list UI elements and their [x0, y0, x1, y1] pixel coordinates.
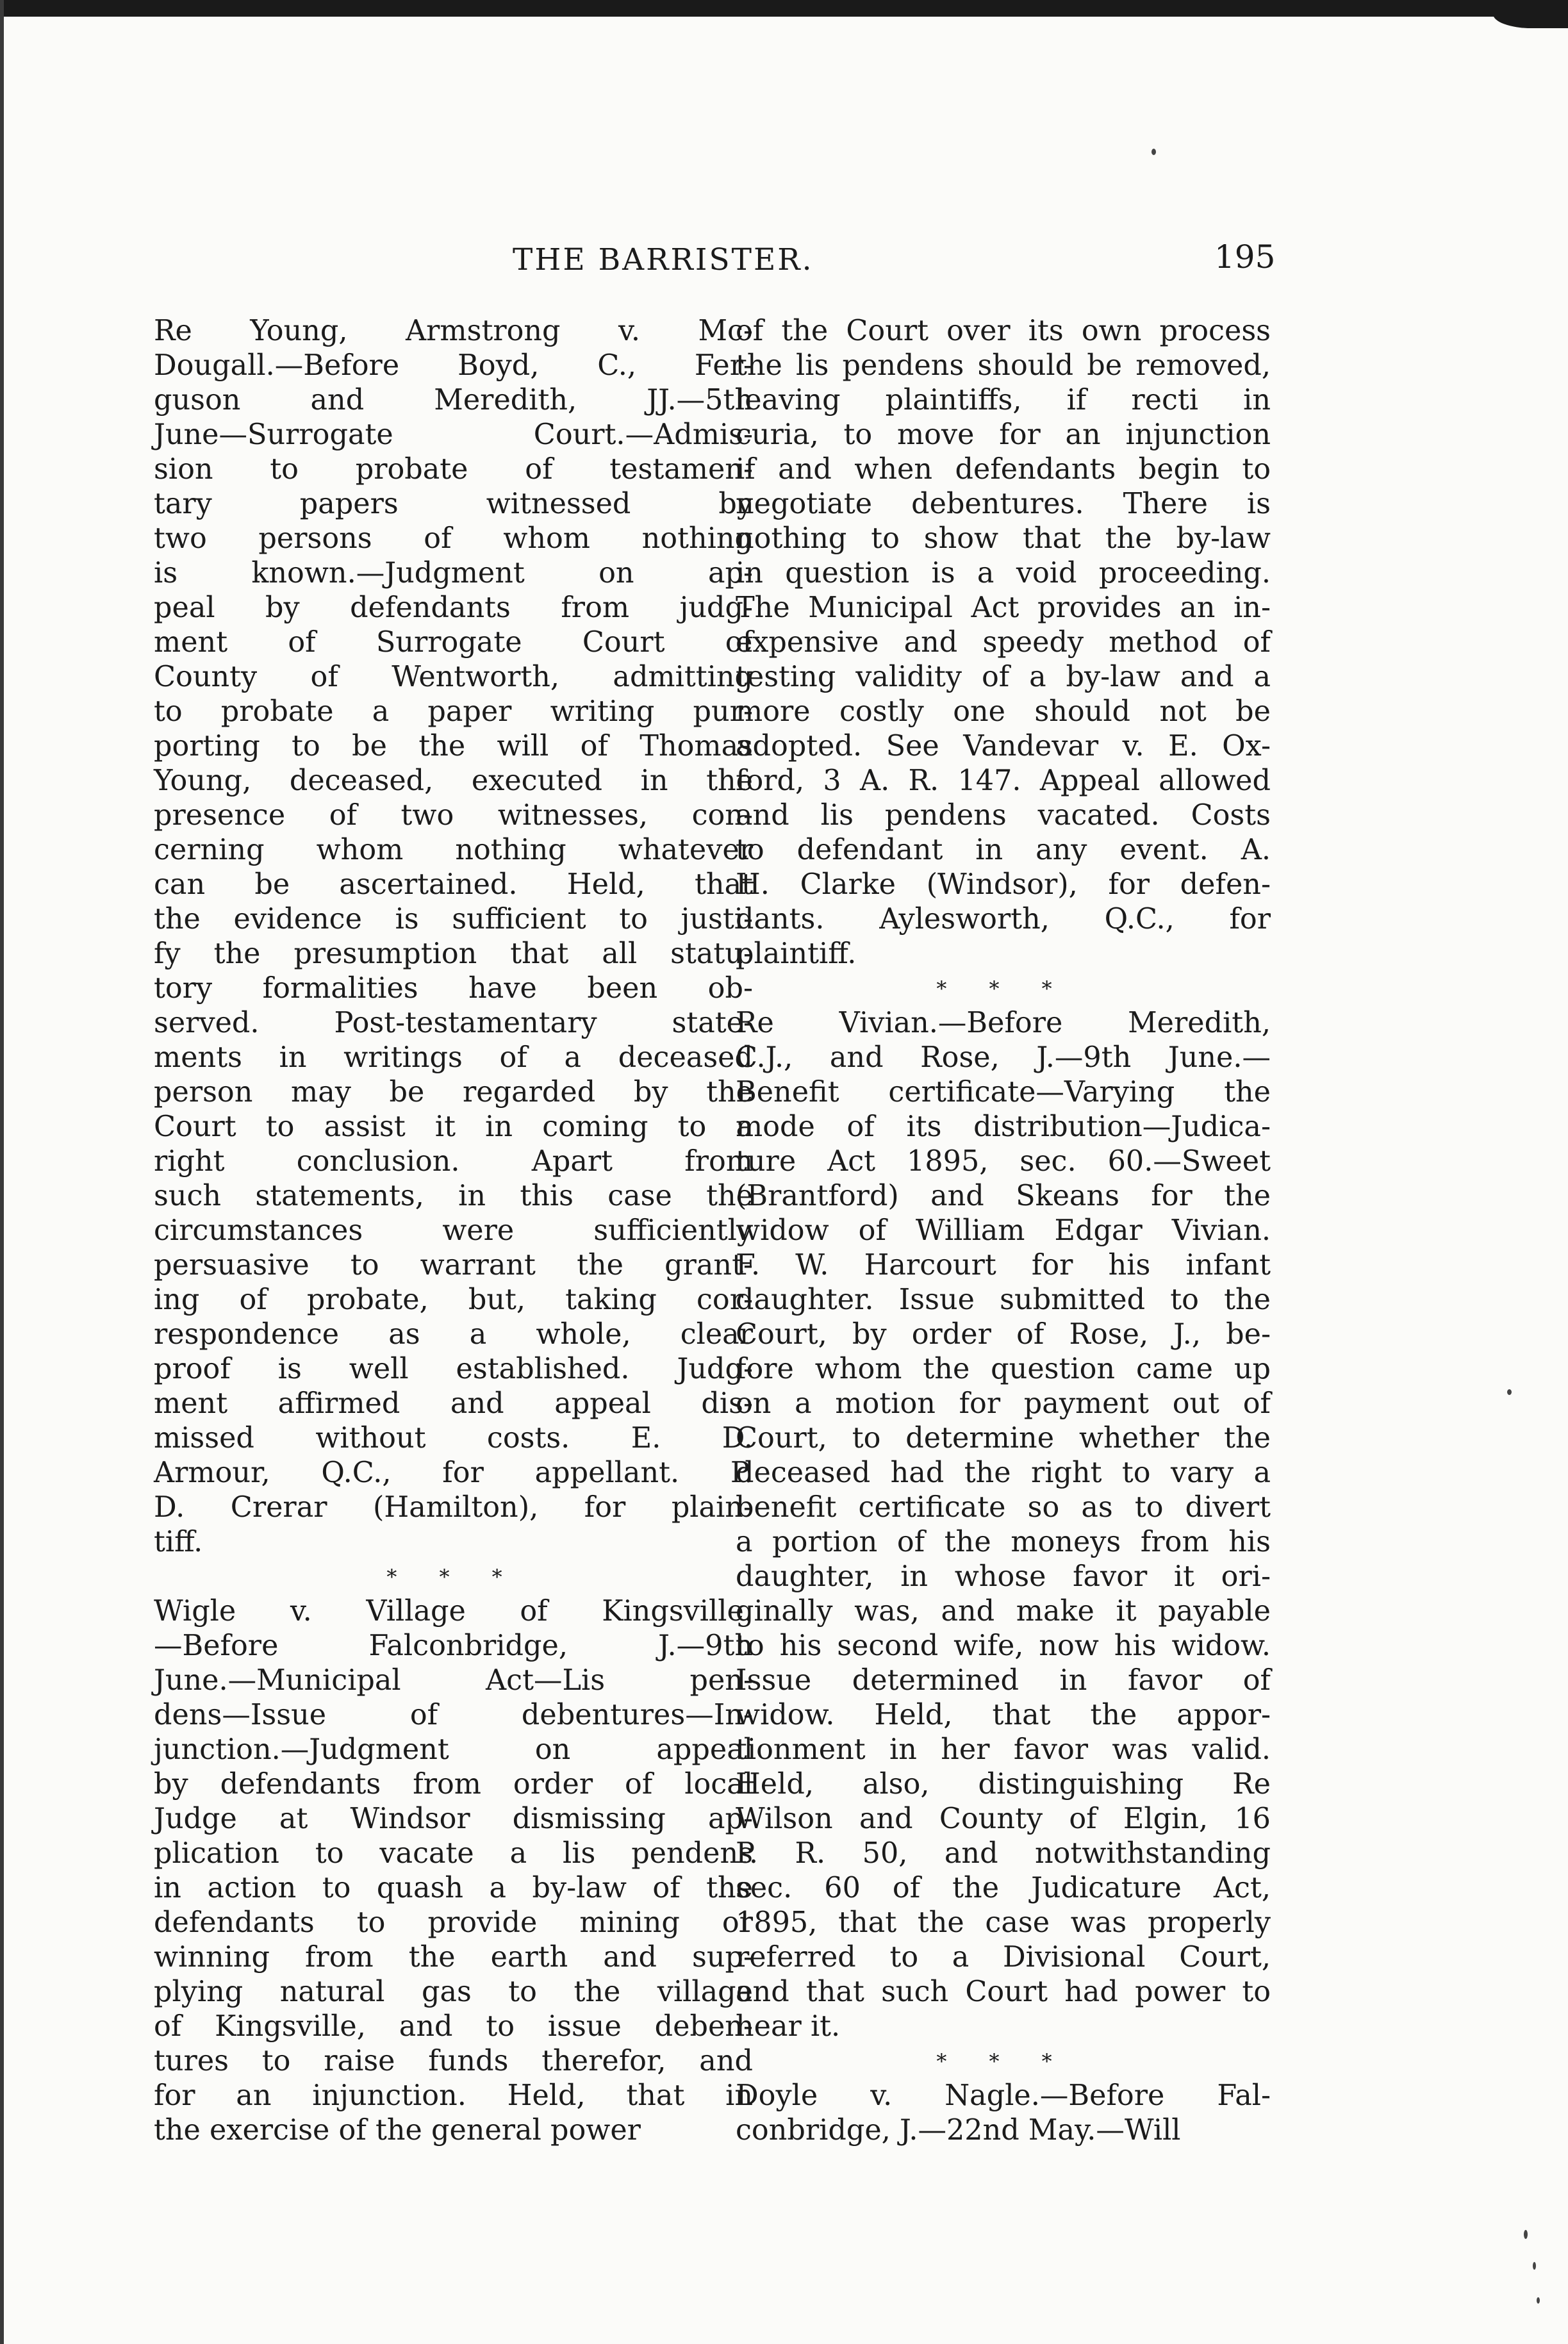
- text-line: is known.—Judgment on ap-: [154, 557, 753, 590]
- text-line: peal by defendants from judg-: [154, 591, 753, 624]
- text-line: tory formalities have been ob-: [154, 972, 753, 1005]
- text-line: tionment in her favor was valid.: [736, 1733, 1271, 1766]
- text-line: ing of probate, but, taking cor-: [154, 1283, 753, 1316]
- text-line: by defendants from order of local: [154, 1768, 753, 1801]
- text-line: presence of two witnesses, con-: [154, 799, 753, 832]
- print-speck: [1524, 2230, 1528, 2239]
- text-line: to defendant in any event. A.: [736, 834, 1271, 866]
- text-line: and that such Court had power to: [736, 1976, 1271, 2008]
- text-line: P. R. 50, and notwithstanding: [736, 1837, 1271, 1870]
- text-line: porting to be the will of Thomas: [154, 730, 753, 763]
- text-line: sion to probate of testamen-: [154, 453, 753, 486]
- text-line: benefit certificate so as to divert: [736, 1491, 1271, 1524]
- section-separator: * * *: [936, 2049, 1070, 2074]
- text-line: Armour, Q.C., for appellant. P.: [154, 1457, 753, 1489]
- text-line: dants. Aylesworth, Q.C., for: [736, 903, 1271, 936]
- text-line: conbridge, J.—22nd May.—Will: [736, 2114, 1181, 2147]
- text-line: the exercise of the general power: [154, 2114, 641, 2147]
- text-line: such statements, in this case the: [154, 1180, 753, 1212]
- text-line: testing validity of a by-law and a: [736, 661, 1271, 693]
- text-line: a portion of the moneys from his: [736, 1526, 1271, 1558]
- text-line: proof is well established. Judg-: [154, 1353, 753, 1385]
- text-line: junction.—Judgment on appeal: [154, 1733, 753, 1766]
- text-line: ginally was, and make it payable: [736, 1595, 1271, 1628]
- top-border-corner: [1493, 14, 1568, 28]
- text-line: nothing to show that the by-law: [736, 522, 1271, 555]
- text-line: the lis pendens should be removed,: [736, 349, 1271, 382]
- text-line: sec. 60 of the Judicature Act,: [736, 1872, 1271, 1904]
- text-line: C.J., and Rose, J.—9th June.—: [736, 1041, 1271, 1074]
- text-line: to probate a paper writing pur-: [154, 695, 753, 728]
- text-line: The Municipal Act provides an in-: [736, 591, 1271, 624]
- text-line: missed without costs. E. D.: [154, 1422, 753, 1455]
- text-line: F. W. Harcourt for his infant: [736, 1249, 1271, 1282]
- text-line: respondence as a whole, clear: [154, 1318, 753, 1351]
- text-line: June.—Municipal Act—Lis pen-: [154, 1664, 753, 1697]
- text-line: on a motion for payment out of: [736, 1387, 1271, 1420]
- text-line: —Before Falconbridge, J.—9th: [154, 1630, 753, 1662]
- page-number: 195: [1214, 238, 1276, 276]
- section-separator: * * *: [936, 977, 1070, 1001]
- text-line: County of Wentworth, admitting: [154, 661, 753, 693]
- text-line: if and when defendants begin to: [736, 453, 1271, 486]
- text-line: circumstances were sufficiently: [154, 1214, 753, 1247]
- text-line: leaving plaintiffs, if recti in: [736, 384, 1271, 417]
- text-line: Issue determined in favor of: [736, 1664, 1271, 1697]
- text-line: the evidence is sufficient to justi-: [154, 903, 753, 936]
- text-line: (Brantford) and Skeans for the: [736, 1180, 1271, 1212]
- text-line: Court, by order of Rose, J., be-: [736, 1318, 1271, 1351]
- text-line: Doyle v. Nagle.—Before Fal-: [736, 2079, 1271, 2112]
- top-border-rule: [0, 0, 1568, 17]
- text-line: Judge at Windsor dismissing ap-: [154, 1803, 753, 1835]
- text-line: daughter. Issue submitted to the: [736, 1283, 1271, 1316]
- right-column: [736, 314, 1271, 2148]
- text-line: right conclusion. Apart from: [154, 1145, 753, 1178]
- text-line: negotiate debentures. There is: [736, 488, 1271, 520]
- text-line: persuasive to warrant the grant-: [154, 1249, 753, 1282]
- text-line: ments in writings of a deceased: [154, 1041, 753, 1074]
- text-line: ment of Surrogate Court of: [154, 626, 753, 659]
- text-line: in question is a void proceeding.: [736, 557, 1271, 590]
- text-line: curia, to move for an injunction: [736, 418, 1271, 451]
- text-line: June—Surrogate Court.—Admis-: [154, 418, 753, 451]
- text-line: tures to raise funds therefor, and: [154, 2045, 753, 2077]
- left-column: [154, 314, 753, 2148]
- text-line: Wilson and County of Elgin, 16: [736, 1803, 1271, 1835]
- text-line: of the Court over its own process: [736, 315, 1271, 347]
- text-line: Benefit certificate—Varying the: [736, 1076, 1271, 1109]
- text-line: Re Vivian.—Before Meredith,: [736, 1007, 1271, 1039]
- text-line: adopted. See Vandevar v. E. Ox-: [736, 730, 1271, 763]
- text-line: tiff.: [154, 1526, 203, 1558]
- print-speck: [1151, 149, 1156, 155]
- text-line: Court, to determine whether the: [736, 1422, 1271, 1455]
- text-line: in action to quash a by-law of the: [154, 1872, 753, 1904]
- text-line: winning from the earth and sup-: [154, 1941, 753, 1974]
- running-title: THE BARRISTER.: [513, 242, 814, 277]
- text-line: and lis pendens vacated. Costs: [736, 799, 1271, 832]
- text-line: cerning whom nothing whatever: [154, 834, 753, 866]
- text-line: fy the presumption that all statu-: [154, 937, 753, 970]
- text-line: ture Act 1895, sec. 60.—Sweet: [736, 1145, 1271, 1178]
- text-line: Young, deceased, executed in the: [154, 764, 753, 797]
- text-line: dens—Issue of debentures—In-: [154, 1699, 753, 1731]
- text-line: referred to a Divisional Court,: [736, 1941, 1271, 1974]
- text-line: plying natural gas to the village: [154, 1976, 753, 2008]
- text-line: served. Post-testamentary state-: [154, 1007, 753, 1039]
- text-line: D. Crerar (Hamilton), for plain-: [154, 1491, 753, 1524]
- text-line: Re Young, Armstrong v. Mc-: [154, 315, 753, 347]
- text-line: of Kingsville, and to issue deben-: [154, 2010, 753, 2043]
- text-line: Held, also, distinguishing Re: [736, 1768, 1271, 1801]
- print-speck: [1537, 2297, 1540, 2304]
- text-line: fore whom the question came up: [736, 1353, 1271, 1385]
- text-line: deceased had the right to vary a: [736, 1457, 1271, 1489]
- text-line: widow of William Edgar Vivian.: [736, 1214, 1271, 1247]
- text-line: hear it.: [736, 2010, 841, 2043]
- text-line: ford, 3 A. R. 147. Appeal allowed: [736, 764, 1271, 797]
- text-line: Wigle v. Village of Kingsville.: [154, 1595, 753, 1628]
- text-line: ment affirmed and appeal dis-: [154, 1387, 753, 1420]
- left-page-edge: [0, 0, 4, 2344]
- text-line: to his second wife, now his widow.: [736, 1630, 1271, 1662]
- print-speck: [1533, 2262, 1536, 2270]
- text-line: plication to vacate a lis pendens: [154, 1837, 753, 1870]
- text-line: Dougall.—Before Boyd, C., Fer-: [154, 349, 753, 382]
- print-speck: [1507, 1389, 1512, 1395]
- text-line: for an injunction. Held, that in: [154, 2079, 753, 2112]
- text-line: 1895, that the case was properly: [736, 1906, 1271, 1939]
- text-line: H. Clarke (Windsor), for defen-: [736, 868, 1271, 901]
- text-line: daughter, in whose favor it ori-: [736, 1560, 1271, 1593]
- text-line: expensive and speedy method of: [736, 626, 1271, 659]
- text-line: two persons of whom nothing: [154, 522, 753, 555]
- text-line: plaintiff.: [736, 937, 857, 970]
- text-line: Court to assist it in coming to a: [154, 1110, 753, 1143]
- text-line: mode of its distribution—Judica-: [736, 1110, 1271, 1143]
- text-line: more costly one should not be: [736, 695, 1271, 728]
- text-line: tary papers witnessed by: [154, 488, 753, 520]
- text-line: widow. Held, that the appor-: [736, 1699, 1271, 1731]
- text-line: guson and Meredith, JJ.—5th: [154, 384, 753, 417]
- text-line: can be ascertained. Held, that: [154, 868, 753, 901]
- text-line: defendants to provide mining or: [154, 1906, 753, 1939]
- text-line: person may be regarded by the: [154, 1076, 753, 1109]
- section-separator: * * *: [386, 1565, 520, 1589]
